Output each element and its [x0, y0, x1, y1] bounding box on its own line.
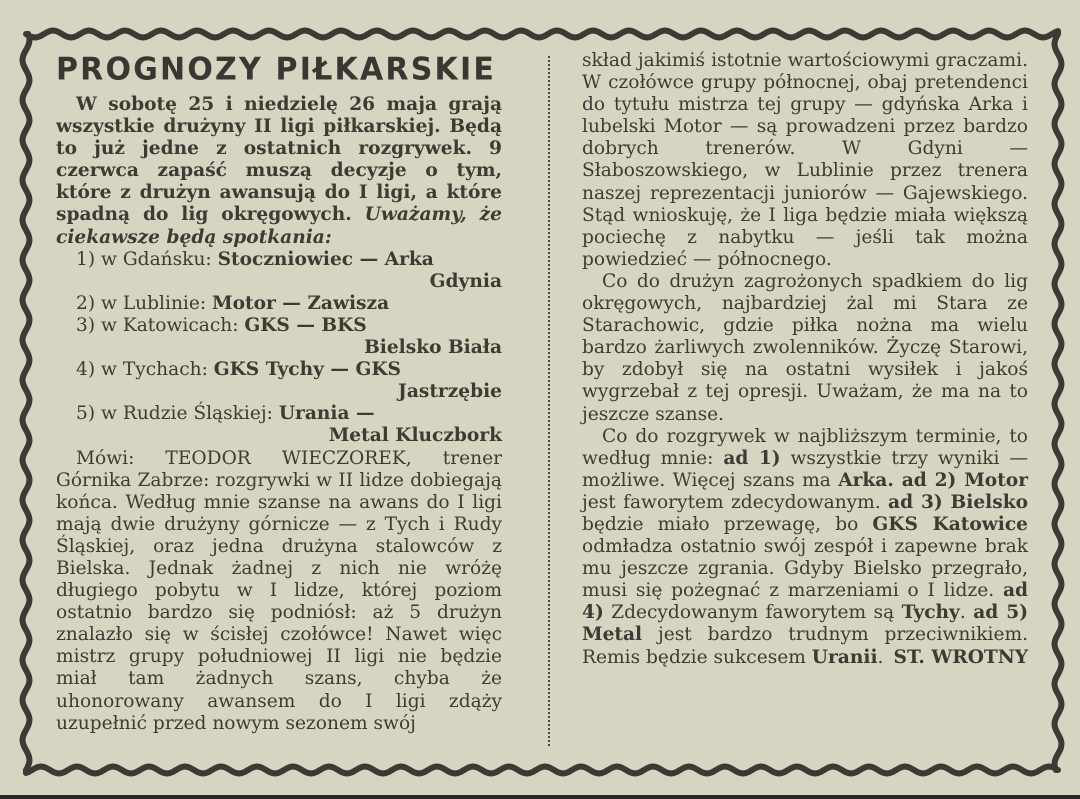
column-divider	[548, 56, 550, 746]
article-title: PROGNOZY PIŁKARSKIE	[56, 51, 497, 88]
author-signature: ST. WROTNY	[893, 646, 1028, 668]
match-list	[56, 249, 502, 448]
predictions-paragraph: Co do rozgrywek w najbliższym terminie, to według mnie: ad 1) wszystkie trzy wyniki — możliwe. Więcej szans ma Arka. ad 2) Motor jest faworytem zdecydowanym. ad 3) Bielsko będzie miało przewagę, bo GKS Katowice odmładza ostatnio swój zespół i zapewne brak mu jeszcze zgrania. Gdyby Bielsko przegrało, musi się pożegnać z marzeniami o I lidze. ad 4) Zdecydowanym faworytem są Tychy. ad 5) Metal jest bardzo trudnym przeciwnikiem. Remis będzie sukcesem Uranii.	[582, 425, 1029, 668]
match-item: 3) w Katowicach: GKS — BKS Bielsko Biała	[76, 314, 502, 359]
match-item: 4) w Tychach: GKS Tychy — GKS Jastrzębie	[76, 359, 502, 403]
quote-continuation: skład jakimiś istotnie wartościowymi graczami. W czołówce grupy północnej, obaj pretendenci do tytułu mistrza tej grupy — gdyńska Arka i lubelski Motor — są prowadzeni przez bardzo dobrych trenerów. W Gdyni — Słaboszowskiego, w Lublinie przez trenera naszej reprezentacji juniorów — Gajewskiego. Stąd wnioskuję, że I liga będzie miała większą pociechę z nabytku — jeśli tak można powiedzieć — północnego.	[582, 50, 1028, 270]
match-item: 2) w Lublinie: Motor — Zawisza	[76, 292, 390, 314]
column-right	[582, 50, 1028, 669]
match-item: 1) w Gdańsku: Stoczniowiec — Arka Gdynia	[76, 248, 502, 292]
quote-paragraph: Mówi: TEODOR WIECZOREK, trener Górnika Zabrze: rozgrywki w II lidze dobiegają końca. Według mnie szanse na awans do I ligi mają dwie drużyny górnicze — z Tych i Rudy Śląskiej, oraz jedna drużyna stalowców z Bielska. Jednak żadnej z nich nie wróżę długiego pobytu w I lidze, której poziom ostatnio bardzo się podniósł: aż 5 drużyn znalazło się w ścisłej czołówce! Nawet więc mistrz grupy południowej II ligi nie będzie miał tam żadnych szans, chyba że uhonorowany awansem do I ligi zdąży uzupełnić przed nowym sezonem swój	[56, 447, 502, 734]
match-item: 5) w Rudzie Śląskiej: Urania — Metal Kluczbork	[76, 403, 502, 447]
relegation-paragraph: Co do drużyn zagrożonych spadkiem do lig okręgowych, najbardziej żal mi Stara ze Starachowic, gdzie piłka nożna ma wielu bardzo żarliwych zwolenników. Życzę Starowi, by zdobył się na ostatni wysiłek i jakoś wygrzebał z tej opresji. Uważam, że ma na to jeszcze szanse.	[582, 270, 1028, 425]
intro-paragraph: W sobotę 25 i niedzielę 26 maja grają wszystkie drużyny II ligi piłkarskiej. Będą to już jedne z ostatnich rozgrywek. 9 czerwca zapaść muszą decyzje o tym, które z drużyn awansują do I ligi, a które spadną do lig okręgowych. Uważamy, że ciekawsze będą spotkania:	[56, 94, 502, 248]
column-left	[56, 52, 502, 735]
